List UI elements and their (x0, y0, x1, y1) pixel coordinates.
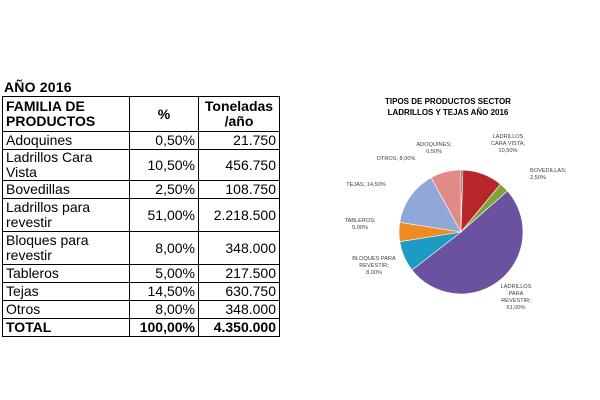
table-row (3, 199, 280, 232)
cell-percent: 2,50% (130, 181, 199, 199)
table-row (3, 150, 280, 181)
pie-chart (330, 120, 570, 320)
cell-total-percent: 100,00% (130, 319, 199, 337)
cell-toneladas: 108.750 (199, 181, 280, 199)
table-row (3, 283, 280, 301)
slice-label: OTROS; 8,00% (376, 156, 416, 162)
cell-percent: 51,00% (130, 199, 199, 232)
cell-familia: Ladrillos para revestir (3, 199, 130, 232)
header-familia: FAMILIA DE PRODUCTOS (3, 97, 130, 132)
cell-familia: Bloques para revestir (3, 232, 130, 265)
cell-toneladas: 21.750 (199, 132, 280, 150)
cell-toneladas: 2.218.500 (199, 199, 280, 232)
cell-familia: Adoquines (3, 132, 130, 150)
table-row (3, 265, 280, 283)
cell-percent: 10,50% (130, 150, 199, 181)
slice-label: BLOQUES PARA REVESTIR; 8,00% (352, 256, 396, 276)
slice-label: ADOQUINES; 0,50% (416, 142, 452, 155)
cell-percent: 8,00% (130, 301, 199, 319)
table-header-row (3, 97, 280, 132)
slice-label: LADRILLOS CARA VISTA; 10,50% (490, 134, 526, 154)
cell-total-toneladas: 4.350.000 (199, 319, 280, 337)
cell-percent: 14,50% (130, 283, 199, 301)
table-title: AÑO 2016 (4, 79, 72, 95)
slice-label: TEJAS; 14,50% (346, 182, 386, 188)
chart-title: TIPOS DE PRODUCTOS SECTOR LADRILLOS Y TEJAS AÑO 2016 (385, 97, 511, 117)
slice-label: LADRILLOS PARA REVESTIR; 51,00% (500, 284, 532, 311)
table-row (3, 181, 280, 199)
cell-percent: 8,00% (130, 232, 199, 265)
cell-familia: Ladrillos Cara Vista (3, 150, 130, 181)
cell-familia: Otros (3, 301, 130, 319)
table-total-row (3, 319, 280, 337)
slice-label: TABLEROS; 5,00% (344, 218, 376, 231)
cell-familia: Tableros (3, 265, 130, 283)
cell-familia: Tejas (3, 283, 130, 301)
cell-toneladas: 348.000 (199, 232, 280, 265)
header-percent: % (130, 97, 199, 132)
cell-percent: 5,00% (130, 265, 199, 283)
products-table (2, 96, 280, 337)
cell-total-label: TOTAL (3, 319, 130, 337)
header-toneladas: Toneladas /año (199, 97, 280, 132)
cell-toneladas: 630.750 (199, 283, 280, 301)
slice-label: BOVEDILLAS; 2,50% (530, 168, 567, 181)
cell-familia: Bovedillas (3, 181, 130, 199)
table-row (3, 132, 280, 150)
cell-percent: 0,50% (130, 132, 199, 150)
cell-toneladas: 456.750 (199, 150, 280, 181)
table-row (3, 301, 280, 319)
cell-toneladas: 217.500 (199, 265, 280, 283)
table-row (3, 232, 280, 265)
cell-toneladas: 348.000 (199, 301, 280, 319)
